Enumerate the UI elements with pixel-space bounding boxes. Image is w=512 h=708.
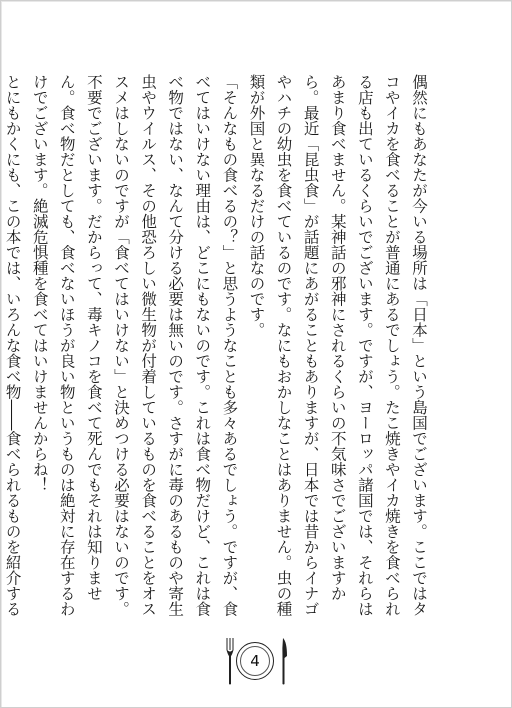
paragraph: 「そんなもの食べるの？」と思うようなことも多々あるでしょう。ですが、食べてはいけない理由は、どこにもないのです。これは食べ物だけど、これは食べ物ではない、なんて分ける必要は無いのです。さすがに毒のあるものや寄生虫やウイルス、その他恐ろしい微生物が付着しているものを食べることをオススメはしないのですが「食べてはいけない」と決めつける必要はないのです。不要でございます。だからって、毒キノコを食べて死んでもそれは知りません。食べ物だとしても、食べないほうが良い物というものは絶対に存在するわけでございます。絶滅危惧種を食べてはいけませんからね！ (30, 74, 239, 617)
paragraph: とにもかくにも、この本では、いろんな食べ物――食べられるものを紹介する (3, 74, 22, 617)
page-footer (0, 636, 512, 686)
body-text (3, 74, 432, 620)
fork-icon (226, 636, 234, 686)
page-number: 4 (250, 652, 260, 670)
knife-icon (280, 636, 288, 686)
paragraph: 偶然にもあなたが今いる場所は「日本」という島国でございます。ここではタコやイカを食べることが普通にあるでしょう。たこ焼きやイカ焼きを食べられる店も出ているくらいでございます。ですが、ヨーロッパ諸国では、それらはあまり食べません。某神話の邪神にされるくらいの不気味さでございますから。最近「昆虫食」が話題にあがることもありますが、日本では昔からイナゴやハチの幼虫を食べているのです。なにもおかしなことはありません。虫の種類が外国と異なるだけの話なのです。 (247, 74, 428, 617)
page-number-badge (236, 642, 274, 680)
